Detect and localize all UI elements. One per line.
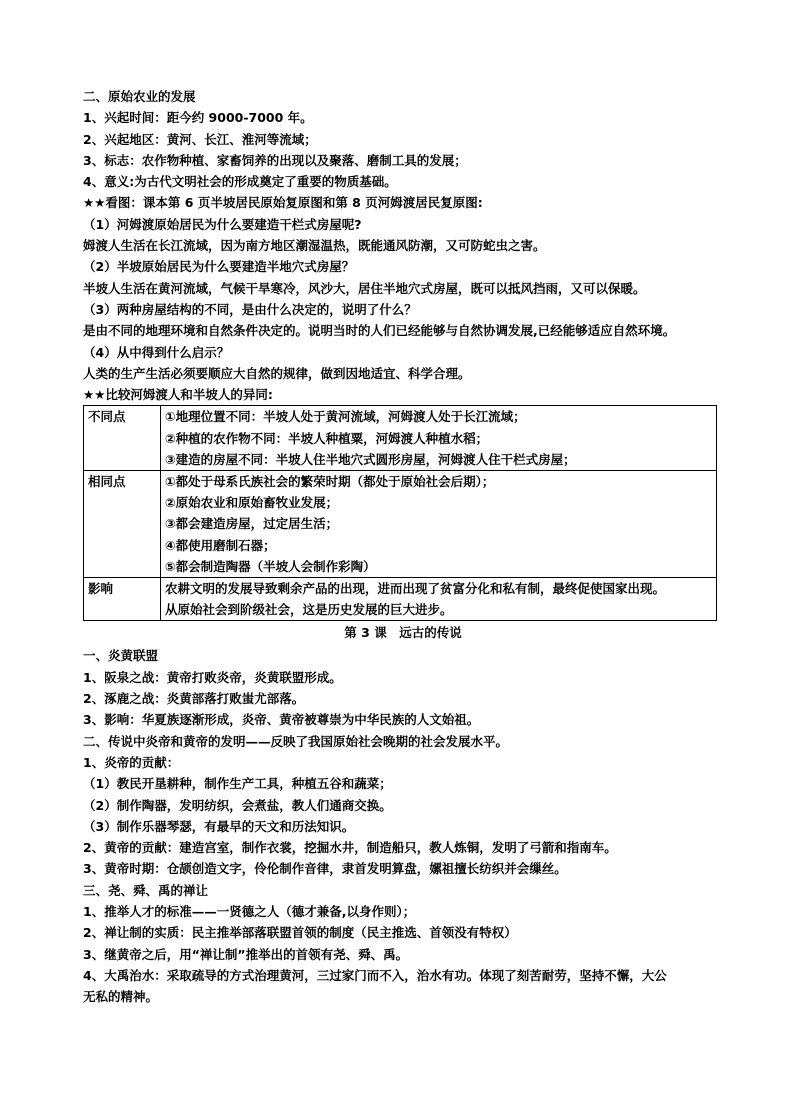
- list-item-continuation: 无私的精神。: [83, 989, 159, 1005]
- answer-4: 人类的生产生活必须要顺应大自然的规律，做到因地适宜、科学合理。: [83, 365, 471, 381]
- table-row-effect: [84, 578, 717, 621]
- diff-item: ①地理位置不同：半坡人处于黄河流域，河姆渡人处于长江流域；: [165, 409, 526, 425]
- same-label: 相同点: [84, 471, 161, 578]
- diff-item: ②种植的农作物不同：半坡人种植粟，河姆渡人种植水稻；: [165, 430, 489, 446]
- table-row-diff: [84, 406, 717, 471]
- effect-item: 农耕文明的发展导致剩余产品的出现，进而出现了贫富分化和私有制，最终促使国家出现。: [165, 581, 666, 597]
- section-heading-inventions: 二、传说中炎帝和黄帝的发明——反映了我国原始社会晚期的社会发展水平。: [83, 733, 509, 749]
- lesson-title: 第 3 课 远古的传说: [344, 625, 462, 641]
- same-item: ④都使用磨制石器；: [165, 537, 276, 553]
- effect-item: 从原始社会到阶级社会，这是历史发展的巨大进步。: [165, 602, 453, 618]
- diff-item: ③建造的房屋不同：半坡人住半地穴式圆形房屋，河姆渡人住干栏式房屋；: [165, 451, 576, 467]
- list-item: 2、黄帝的贡献：建造宫室，制作衣裳，挖掘水井，制造船只，教人炼铜，发明了弓箭和指南车。: [83, 840, 617, 856]
- list-item: （2）制作陶器，发明纺织，会煮盐，教人们通商交换。: [83, 797, 392, 813]
- same-item: ①都处于母系氏族社会的繁荣时期（都处于原始社会后期）；: [165, 474, 495, 490]
- list-item: （3）制作乐器琴瑟，有最早的天文和历法知识。: [83, 818, 355, 834]
- question-1: （1）河姆渡原始居民为什么要建造干栏式房屋呢?: [83, 216, 362, 232]
- diff-cell: [161, 406, 717, 471]
- answer-3: 是由不同的地理环境和自然条件决定的。说明当时的人们已经能够与自然协调发展,已经能够适应自然环境。: [83, 323, 676, 339]
- list-item: 2、涿鹿之战：炎黄部落打败蚩尤部落。: [83, 691, 305, 707]
- same-item: ②原始农业和原始畜牧业发展；: [165, 495, 339, 511]
- same-item: ⑤都会制造陶器（半坡人会制作彩陶）: [165, 558, 376, 574]
- list-item: 2、禅让制的实质：民主推举部落联盟首领的制度（民主推选、首领没有特权）: [83, 925, 517, 941]
- diff-label: 不同点: [84, 406, 161, 471]
- list-item: 4、意义:为古代文明社会的形成奠定了重要的物质基础。: [83, 174, 397, 190]
- list-item: 4、大禹治水：采取疏导的方式治理黄河，三过家门而不入，治水有功。体现了刻苦耐劳，坚持不懈，大公: [83, 967, 667, 983]
- kantu-heading: ★★看图：课本第 6 页半坡居民原始复原图和第 8 页河姆渡居民复原图:: [83, 195, 483, 211]
- effect-cell: [161, 578, 717, 621]
- compare-heading: ★★比较河姆渡人和半坡人的异同:: [83, 387, 273, 403]
- sub-heading-yandi: 1、炎帝的贡献：: [83, 754, 180, 770]
- list-item: 2、兴起地区：黄河、长江、淮河等流域；: [83, 131, 317, 147]
- list-item: 3、影响：华夏族逐渐形成，炎帝、黄帝被尊崇为中华民族的人文始祖。: [83, 712, 480, 728]
- list-item: 3、黄帝时期：仓颉创造文字，伶伦制作音律，隶首发明算盘，嫘祖擅长纺织并会缫丝。: [83, 861, 567, 877]
- document-page: [83, 86, 723, 1008]
- list-item: 1、阪泉之战：黄帝打败炎帝，炎黄联盟形成。: [83, 669, 342, 685]
- list-item: （1）教民开垦耕种，制作生产工具，种植五谷和蔬菜；: [83, 776, 392, 792]
- list-item: 3、继黄帝之后，用“禅让制”推举出的首领有尧、舜、禹。: [83, 946, 409, 962]
- comparison-table: [83, 405, 717, 621]
- section-heading-agriculture: 二、原始农业的发展: [83, 89, 196, 104]
- answer-1: 姆渡人生活在长江流域，因为南方地区潮湿温热，既能通风防潮，又可防蛇虫之害。: [83, 238, 546, 254]
- question-3: （3）两种房屋结构的不同，是由什么决定的，说明了什么？: [83, 301, 417, 317]
- effect-label: 影响: [84, 578, 161, 621]
- table-row-same: [84, 471, 717, 578]
- section-heading-shanrang: 三、尧、舜、禹的禅让: [83, 882, 209, 898]
- same-cell: [161, 471, 717, 578]
- answer-2: 半坡人生活在黄河流域，气候干旱寒冷，风沙大，居住半地穴式房屋，既可以抵风挡雨，又可以保暖。: [83, 280, 646, 296]
- question-4: （4）从中得到什么启示？: [83, 344, 230, 360]
- list-item: 1、兴起时间：距今约 9000-7000 年。: [83, 110, 313, 126]
- section-heading-yanhuang: 一、炎黄联盟: [83, 648, 159, 664]
- list-item: 3、标志：农作物种植、家畜饲养的出现以及聚落、磨制工具的发展；: [83, 152, 467, 168]
- list-item: 1、推举人才的标准——一贤德之人（德才兼备,以身作则）；: [83, 904, 416, 920]
- same-item: ③都会建造房屋，过定居生活；: [165, 516, 339, 532]
- question-2: （2）半坡原始居民为什么要建造半地穴式房屋？: [83, 259, 355, 275]
